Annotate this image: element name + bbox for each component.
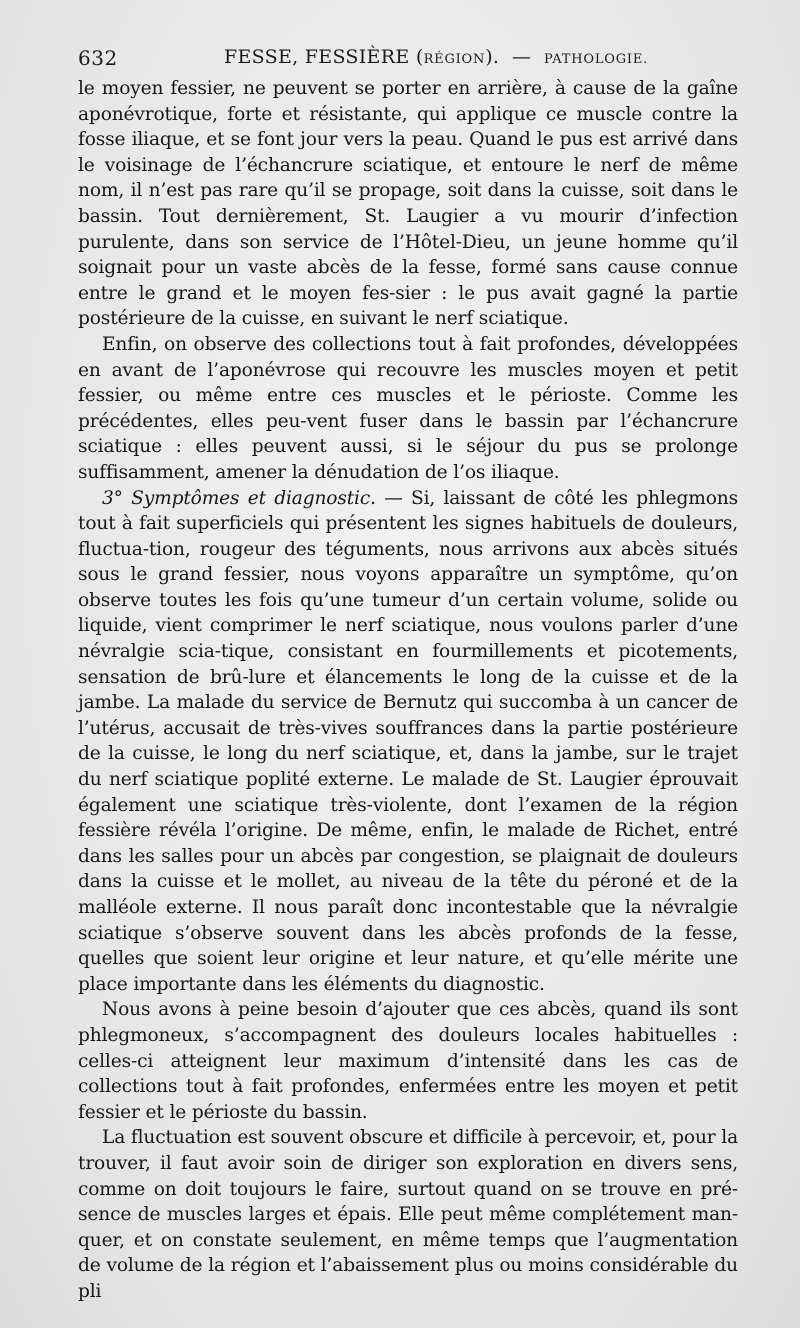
title-main: FESSE, FESSIÈRE (	[224, 46, 424, 68]
page-body	[78, 76, 738, 1305]
paragraph-3-text: Si, laissant de côté les phlegmons tout à fait superficiels qui présentent les signes habituels de douleurs, fluctua-tion, rougeur des téguments, nous arrivons aux abcès situés sous le grand fessier, nous voyons apparaître un symptôme, qu’on observe toutes les fois qu’une tumeur d’un certain volume, solide ou liquide, vient comprimer le nerf sciatique, nous voulons parler d’une névralgie scia-tique, consistant en fourmillements et picotements, sensation de brû-lure et élancements le long de la cuisse et de la jambe. La malade du service de Bernutz qui succomba à un cancer de l’utérus, accusait de très-vives souffrances dans la partie postérieure de la cuisse, le long du nerf sciatique, et, dans la jambe, sur le trajet du nerf sciatique poplité externe. Le malade de St. Laugier éprouvait également une sciatique très-violente, dont l’examen de la région fessière révéla l’origine. De même, enfin, le malade de Richet, entré dans les salles pour un abcès par congestion, se plaignait de douleurs dans la cuisse et le mollet, au niveau de la tête du péroné et de la malléole externe. Il nous paraît donc incontestable que la névralgie sciatique s’observe souvent dans les abcès profonds de la fesse, quelles que soient leur origine et leur nature, et qu’elle mérite une place importante dans les éléments du diagnostic.	[78, 487, 738, 995]
paragraph-2: Enfin, on observe des collections tout à fait profondes, développées en avant de l’aponévrose qui recouvre les muscles moyen et petit fessier, ou même entre ces muscles et le périoste. Comme les précédentes, elles peu-vent fuser dans le bassin par l’échancrure sciatique : elles peuvent aussi, si le séjour du pus se prolonge suffisamment, amener la dénudation de l’os iliaque.	[78, 333, 738, 483]
title-region: RÉGION	[423, 52, 486, 67]
title-close: ).	[485, 46, 500, 68]
section-subtitle: PATHOLOGIE.	[543, 52, 649, 67]
running-head	[78, 42, 738, 76]
title-dash: —	[511, 46, 532, 68]
paragraph-1: le moyen fessier, ne peuvent se porter en arrière, à cause de la gaîne aponévrotique, forte et résistante, qui applique ce muscle contre la fosse iliaque, et se font jour vers la peau. Quand le pus est arrivé dans le voisinage de l’échancrure sciatique, et entoure le nerf de même nom, il n’est pas rare qu’il se propage, soit dans la cuisse, soit dans le bassin. Tout dernièrement, St. Laugier a vu mourir d’infection purulente, dans son service de l’Hôtel-Dieu, un jeune homme qu’il soignait pour un vaste abcès de la fesse, formé sans cause connue entre le grand et le moyen fes-sier : le pus avait gagné la partie postérieure de la cuisse, en suivant le nerf sciatique.	[78, 78, 738, 330]
paragraph-4: Nous avons à peine besoin d’ajouter que ces abcès, quand ils sont phlegmoneux, s’accompagnent des douleurs locales habituelles : celles-ci atteignent leur maximum d’intensité dans les cas de collections tout à fait profondes, enfermées entre les moyen et petit fessier et le périoste du bassin.	[78, 999, 738, 1123]
paragraph-5: La fluctuation est souvent obscure et difficile à percevoir, et, pour la trouver, il faut avoir soin de diriger son exploration en divers sens, comme on doit toujours le faire, surtout quand on se trouve en pré-sence de muscles larges et épais. Elle peut même complétement man-quer, et on constate seulement, en même temps que l’augmentation de volume de la région et l’abaissement plus ou moins considérable du pli	[78, 1127, 739, 1302]
page-number: 632	[78, 46, 118, 70]
paragraph-3	[78, 486, 738, 998]
running-title	[224, 46, 648, 68]
section-heading: 3° Symptômes et diagnostic. —	[102, 487, 403, 509]
